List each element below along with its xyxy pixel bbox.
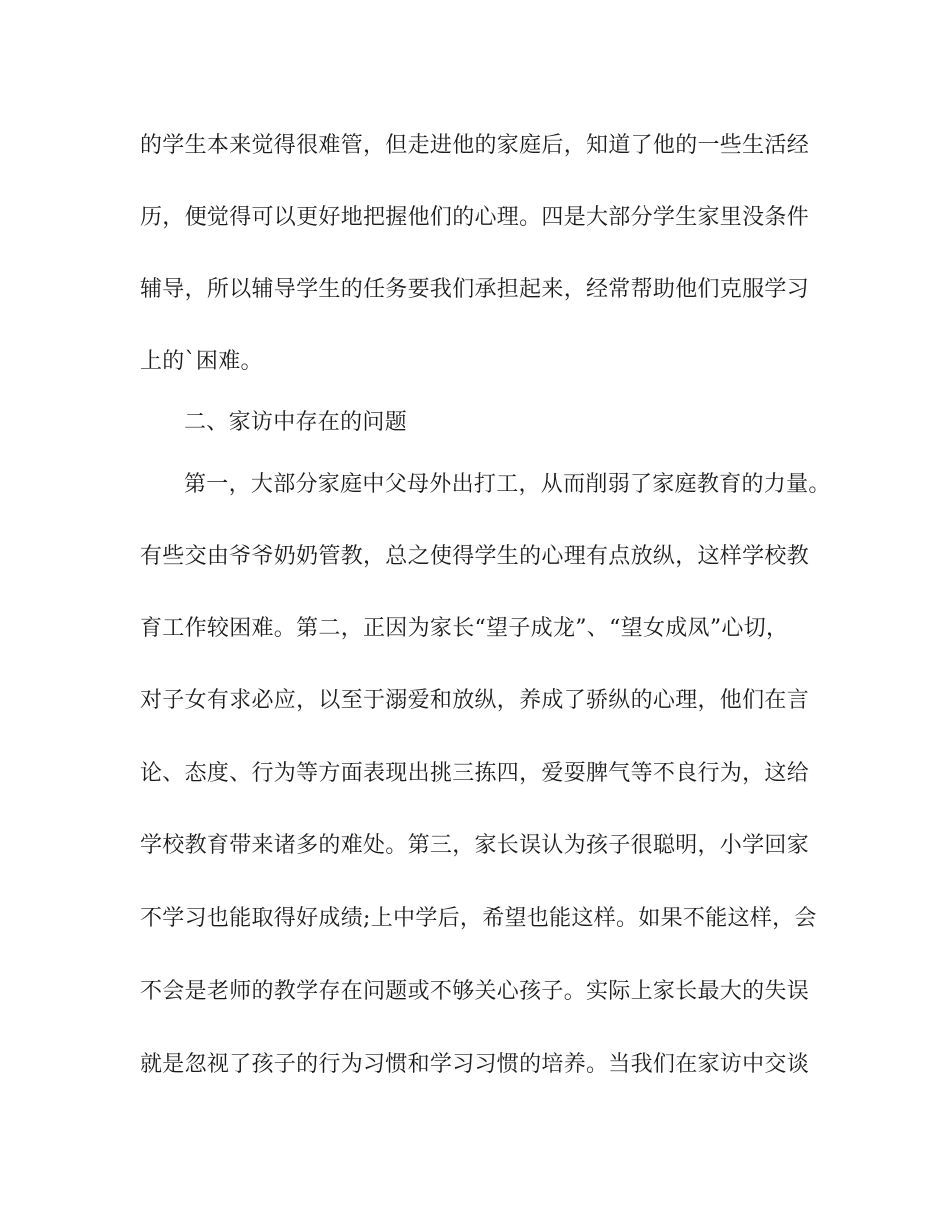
text-line: 学校教育带来诸多的难处。第三，家长误认为孩子很聪明，小学回家 <box>140 833 810 858</box>
text-line: 就是忽视了孩子的行为习惯和学习习惯的培养。当我们在家访中交谈 <box>140 1052 810 1077</box>
text-line: 不学习也能取得好成绩;上中学后，希望也能这样。如果不能这样，会 <box>140 906 817 931</box>
text-line: 的学生本来觉得很难管，但走进他的家庭后，知道了他的一些生活经 <box>140 133 810 158</box>
text-line: 论、态度、行为等方面表现出挑三拣四，爱耍脾气等不良行为，这给 <box>140 761 810 786</box>
text-line: 对子女有求必应，以至于溺爱和放纵，养成了骄纵的心理，他们在言 <box>140 688 810 713</box>
section-heading: 二、家访中存在的问题 <box>184 410 408 435</box>
text-line: 不会是老师的教学存在问题或不够关心孩子。实际上家长最大的失误 <box>140 979 810 1004</box>
text-line: 上的`困难。 <box>140 349 263 374</box>
paragraph-first-line: 第一，大部分家庭中父母外出打工，从而削弱了家庭教育的力量。 <box>184 472 831 497</box>
text-line: 辅导，所以辅导学生的任务要我们承担起来，经常帮助他们克服学习 <box>140 277 810 302</box>
text-line: 历，便觉得可以更好地把握他们的心理。四是大部分学生家里没条件 <box>140 205 810 230</box>
text-line: 有些交由爷爷奶奶管教，总之使得学生的心理有点放纵，这样学校教 <box>140 544 810 569</box>
text-line: 育工作较困难。第二，正因为家长“望子成龙”、“望女成凤”心切， <box>140 616 789 641</box>
